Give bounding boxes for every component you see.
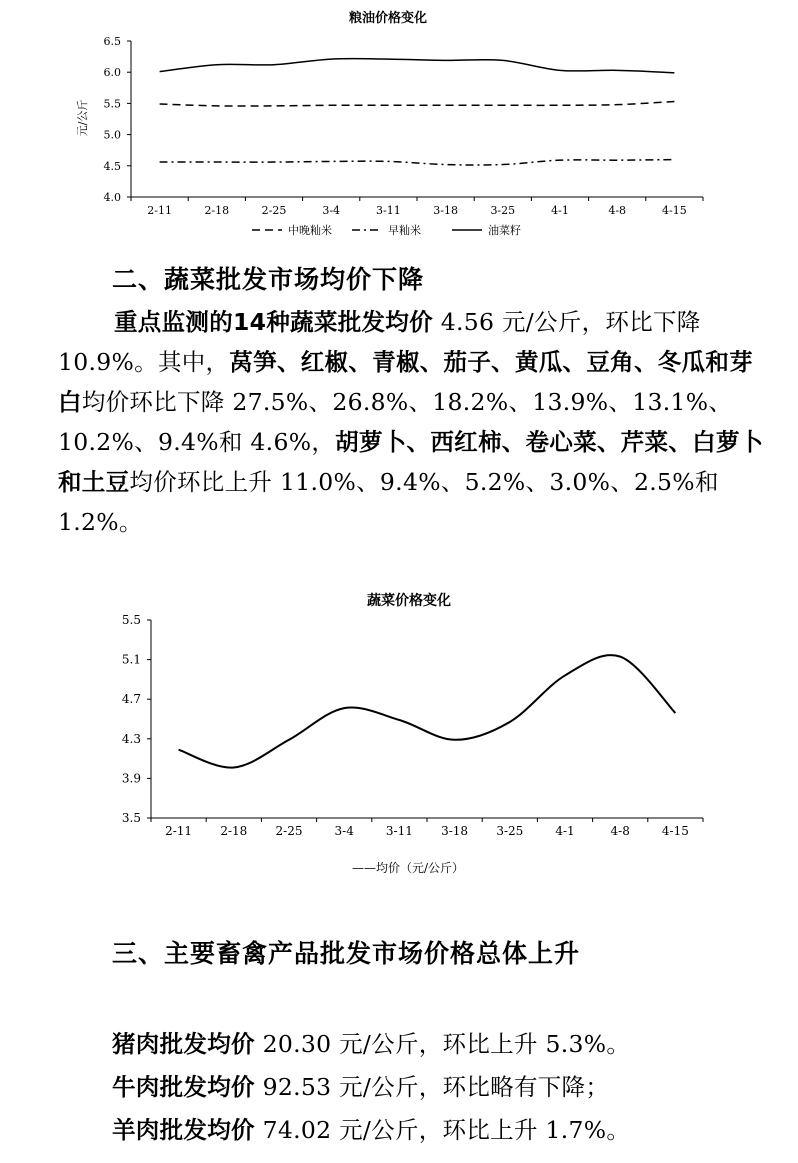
chart2-x-tick-label: 3-18 [441, 824, 469, 838]
chart1-ylabel: 元/公斤 [76, 99, 89, 137]
vegetable-price-chart [0, 583, 798, 883]
chart2-legend-label-0: ——均价（元/公斤） [351, 861, 465, 875]
mutton-label: 羊肉批发均价 [112, 1116, 255, 1144]
chart2-x-tick-label: 2-18 [220, 824, 248, 838]
vegetable-paragraph [58, 302, 773, 542]
beef-text: 92.53 元/公斤，环比略有下降； [254, 1073, 610, 1101]
chart1-y-tick-label: 5.5 [103, 97, 121, 111]
chart1-x-tick-label: 2-18 [204, 204, 230, 217]
chart2-series-line-0 [179, 655, 676, 768]
vegetable-up-list: 胡萝卜、西红柿、卷心菜、芹菜、白萝卜和土豆 [58, 428, 764, 496]
chart2-y-tick-label: 5.5 [121, 613, 141, 627]
chart2-x-tick-label: 3-4 [334, 824, 354, 838]
chart1-x-tick-label: 2-25 [261, 204, 287, 217]
chart2-y-tick-label: 3.9 [121, 771, 141, 786]
chart2-x-tick-label: 4-8 [610, 824, 630, 838]
grain-oil-price-chart [0, 0, 798, 245]
chart2-x-tick-label: 3-25 [496, 824, 524, 838]
chart1-legend-label-1: 早籼米 [388, 224, 421, 237]
chart1-series-line-2 [160, 59, 675, 73]
chart2-title: 蔬菜价格变化 [367, 593, 451, 609]
chart2-y-tick-label: 4.3 [121, 731, 141, 746]
chart1-x-tick-label: 2-11 [147, 204, 172, 217]
chart2-x-tick-label: 4-15 [661, 824, 689, 838]
chart1-x-tick-label: 3-18 [433, 204, 458, 217]
pork-label: 猪肉批发均价 [112, 1030, 255, 1058]
chart2-y-tick-label: 4.7 [121, 692, 141, 707]
chart1-x-tick-label: 3-25 [490, 204, 516, 217]
beef-label: 牛肉批发均价 [112, 1073, 255, 1101]
beef-line [112, 1068, 609, 1102]
chart1-y-tick-label: 4.5 [103, 159, 121, 173]
mutton-line [112, 1111, 630, 1145]
vegetable-up-text: 均价环比上升 11.0%、9.4%、5.2%、3.0%、2.5%和 1.2%。 [58, 468, 719, 536]
chart1-x-tick-label: 3-11 [376, 204, 401, 217]
chart1-title: 粮油价格变化 [348, 11, 428, 26]
vegetable-down-text: 均价环比下降 27.5%、26.8%、18.2%、13.9%、13.1%、10.2%、9.4%和 4.6%， [58, 388, 733, 456]
chart1-x-tick-label: 3-4 [322, 204, 341, 217]
chart2-y-tick-label: 3.5 [121, 811, 141, 825]
chart1-y-tick-label: 6.5 [103, 35, 121, 48]
chart2-x-tick-label: 3-11 [385, 824, 413, 838]
pork-line [112, 1025, 630, 1059]
chart1-y-tick-label: 6.0 [103, 66, 121, 80]
chart1-series-line-1 [160, 160, 675, 165]
section2-heading: 二、蔬菜批发市场均价下降 [112, 265, 425, 294]
chart2-x-tick-label: 4-1 [555, 824, 575, 838]
chart1-series-line-0 [160, 102, 675, 107]
chart1-x-tick-label: 4-15 [662, 204, 687, 217]
vegetable-avg-text: 4.56 元/公斤，环比下降 10.9%。其中， [58, 308, 701, 376]
chart1-legend-label-2: 油菜籽 [488, 224, 521, 237]
vegetable-intro-c: 种蔬菜批发均价 [266, 308, 433, 336]
vegetable-intro-a: 重点监测的 [114, 308, 233, 336]
chart2-x-tick-label: 2-11 [165, 824, 193, 838]
section3-heading: 三、主要畜禽产品批发市场价格总体上升 [112, 939, 581, 968]
chart2-x-tick-label: 2-25 [275, 824, 303, 838]
vegetable-down-list: 莴笋、红椒、青椒、茄子、黄瓜、豆角、冬瓜和芽白 [58, 348, 753, 416]
chart1-x-tick-label: 4-1 [551, 204, 569, 217]
chart2-y-tick-label: 5.1 [121, 652, 141, 667]
vegetable-count: 14 [233, 308, 267, 336]
mutton-text: 74.02 元/公斤，环比上升 1.7%。 [254, 1116, 631, 1144]
chart1-legend-label-0: 中晚籼米 [288, 224, 332, 237]
chart1-x-tick-label: 4-8 [608, 204, 627, 217]
pork-text: 20.30 元/公斤，环比上升 5.3%。 [254, 1030, 631, 1058]
chart1-y-tick-label: 4.0 [103, 191, 121, 204]
chart1-y-tick-label: 5.0 [103, 128, 121, 142]
